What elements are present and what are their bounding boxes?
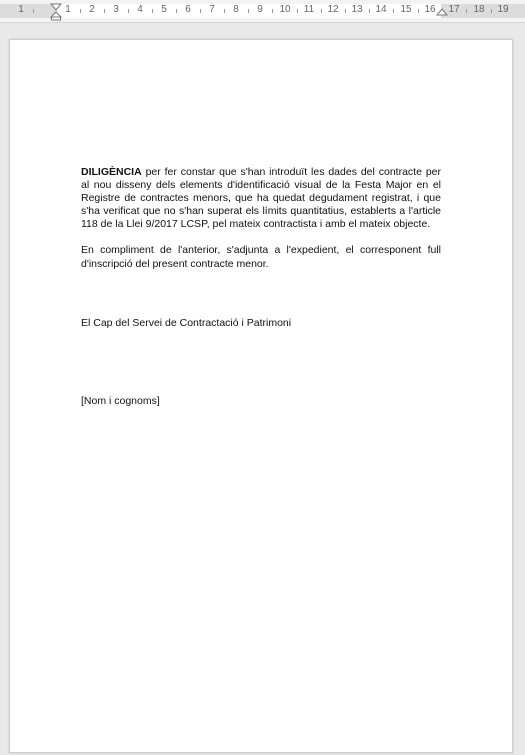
ruler-number: 17 <box>448 4 460 15</box>
ruler-tick <box>345 9 346 13</box>
ruler-number: 14 <box>375 4 387 15</box>
horizontal-ruler[interactable] <box>0 0 525 23</box>
ruler-number: 1 <box>18 4 24 15</box>
ruler-tick <box>128 9 129 13</box>
ruler-number: 13 <box>351 4 363 15</box>
right-indent-marker-icon[interactable] <box>436 7 448 19</box>
ruler-tick <box>224 9 225 13</box>
document-page[interactable] <box>9 39 513 753</box>
ruler-tick <box>321 9 322 13</box>
ruler-number: 12 <box>327 4 339 15</box>
ruler-number: 3 <box>113 4 119 15</box>
ruler-tick <box>369 9 370 13</box>
ruler-tick <box>248 9 249 13</box>
ruler-number: 7 <box>209 4 215 15</box>
ruler-tick <box>80 9 81 13</box>
ruler-tick <box>33 9 34 13</box>
ruler-tick <box>176 9 177 13</box>
diligence-text: per fer constar que s'han introduït les dades del contracte per al nou disseny dels elements d'identificació visual de la Festa Major en el Registre de contractes menors, que ha quedat degudament registrat, i que s'ha verificat que no s'han superat els límits quantitatius, establerts a l'article 118 de la Llei 9/2017 LCSP, pel mateix contractista i amb el mateix objecte. <box>81 166 441 231</box>
signature-name-placeholder[interactable]: [Nom i cognoms] <box>81 395 160 407</box>
ruler-tick <box>297 9 298 13</box>
ruler-number: 10 <box>279 4 291 15</box>
ruler-number: 6 <box>185 4 191 15</box>
ruler-number: 2 <box>89 4 95 15</box>
ruler-tick <box>393 9 394 13</box>
ruler-tick <box>491 9 492 13</box>
document-body[interactable] <box>81 166 441 271</box>
ruler-tick <box>418 9 419 13</box>
diligence-heading: DILIGÈNCIA <box>81 166 142 178</box>
ruler-number: 9 <box>257 4 263 15</box>
ruler-tick <box>104 9 105 13</box>
ruler-number: 19 <box>497 4 509 15</box>
ruler-number: 16 <box>424 4 436 15</box>
first-line-indent-marker-icon[interactable] <box>50 3 62 21</box>
ruler-number: 5 <box>161 4 167 15</box>
ruler-tick <box>272 9 273 13</box>
ruler-number: 4 <box>137 4 143 15</box>
ruler-tick <box>200 9 201 13</box>
ruler-left-margin <box>0 4 57 18</box>
ruler-number: 8 <box>233 4 239 15</box>
diligence-paragraph[interactable] <box>81 166 441 231</box>
compliance-paragraph[interactable]: En compliment de l'anterior, s'adjunta a l'expedient, el corresponent full d'inscripció del present contracte menor. <box>81 244 441 270</box>
ruler-tick <box>466 9 467 13</box>
signature-title[interactable]: El Cap del Servei de Contractació i Patrimoni <box>81 317 292 329</box>
ruler-tick <box>152 9 153 13</box>
ruler-number: 18 <box>473 4 485 15</box>
ruler-number: 15 <box>400 4 412 15</box>
ruler-number: 1 <box>65 4 71 15</box>
ruler-number: 11 <box>303 4 315 15</box>
